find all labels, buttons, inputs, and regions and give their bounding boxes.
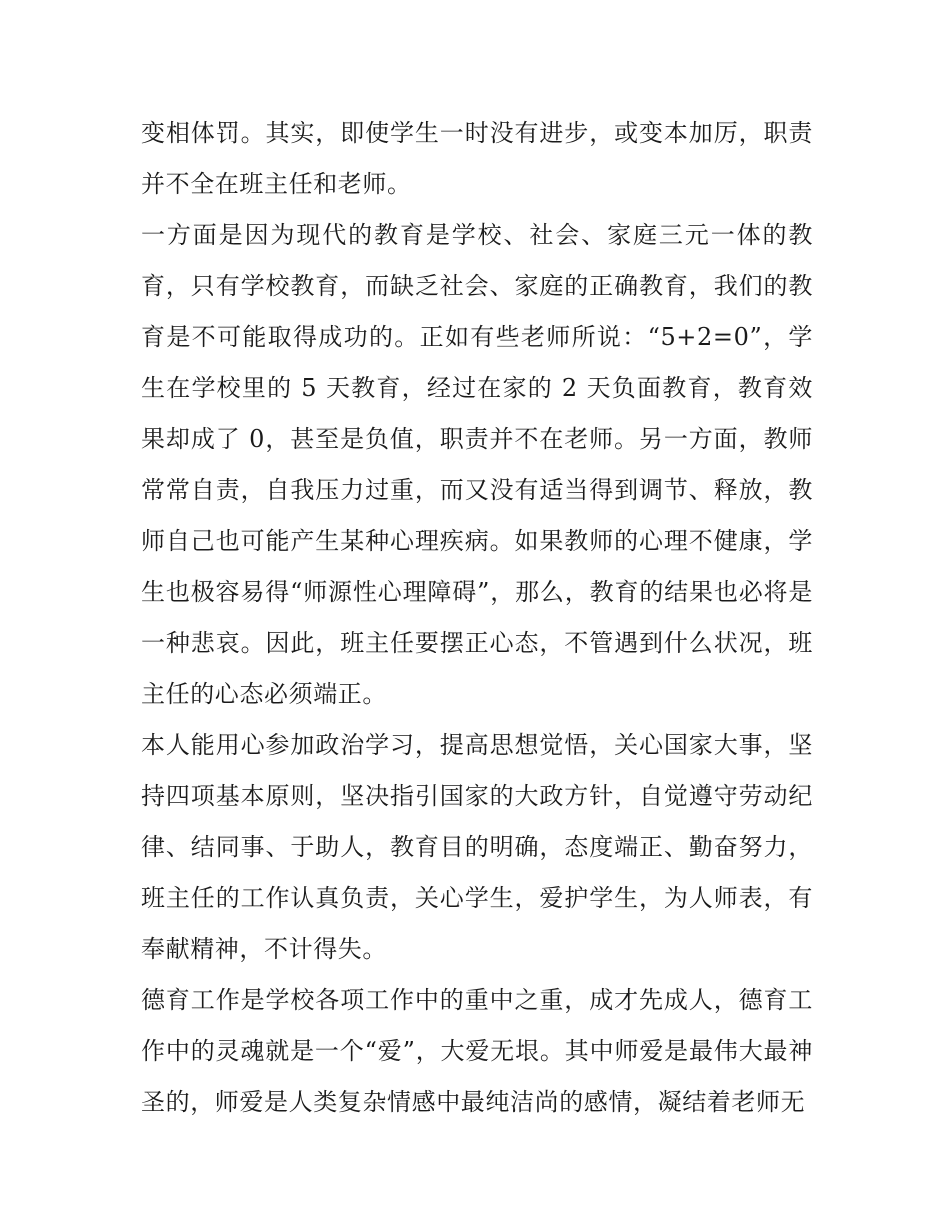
paragraph-1: 变相体罚。其实，即使学生一时没有进步，或变本加厉，职责并不全在班主任和老师。 (141, 119, 813, 198)
paragraph-2: 一方面是因为现代的教育是学校、社会、家庭三元一体的教育，只有学校教育，而缺乏社会、家庭的正确教育，我们的教育是不可能取得成功的。正如有些老师所说：“5+2=0”，学生在学校里的 5 天教育，经过在家的 2 天负面教育，教育效果却成了 0，甚至是负值，职责并不在老师。另一方面，教师常常自责，自我压力过重，而又没有适当得到调节、释放，教师自己也可能产生某种心理疾病。如果教师的心理不健康，学生也极容易得“师源性心理障碍”，那么，教育的结果也必将是一种悲哀。因此，班主任要摆正心态，不管遇到什么状况，班主任的心态必须端正。 (141, 221, 813, 708)
body-text (141, 108, 813, 1128)
paragraph-4: 德育工作是学校各项工作中的重中之重，成才先成人，德育工作中的灵魂就是一个“爱”，大爱无垠。其中师爱是最伟大最神圣的，师爱是人类复杂情感中最纯洁尚的感情，凝结着老师无 (141, 986, 813, 1116)
paragraph-3: 本人能用心参加政治学习，提高思想觉悟，关心国家大事，坚持四项基本原则，坚决指引国家的大政方针，自觉遵守劳动纪律、结同事、于助人，教育目的明确，态度端正、勤奋努力，班主任的工作认真负责，关心学生，爱护学生，为人师表，有奉献精神，不计得失。 (141, 731, 813, 963)
